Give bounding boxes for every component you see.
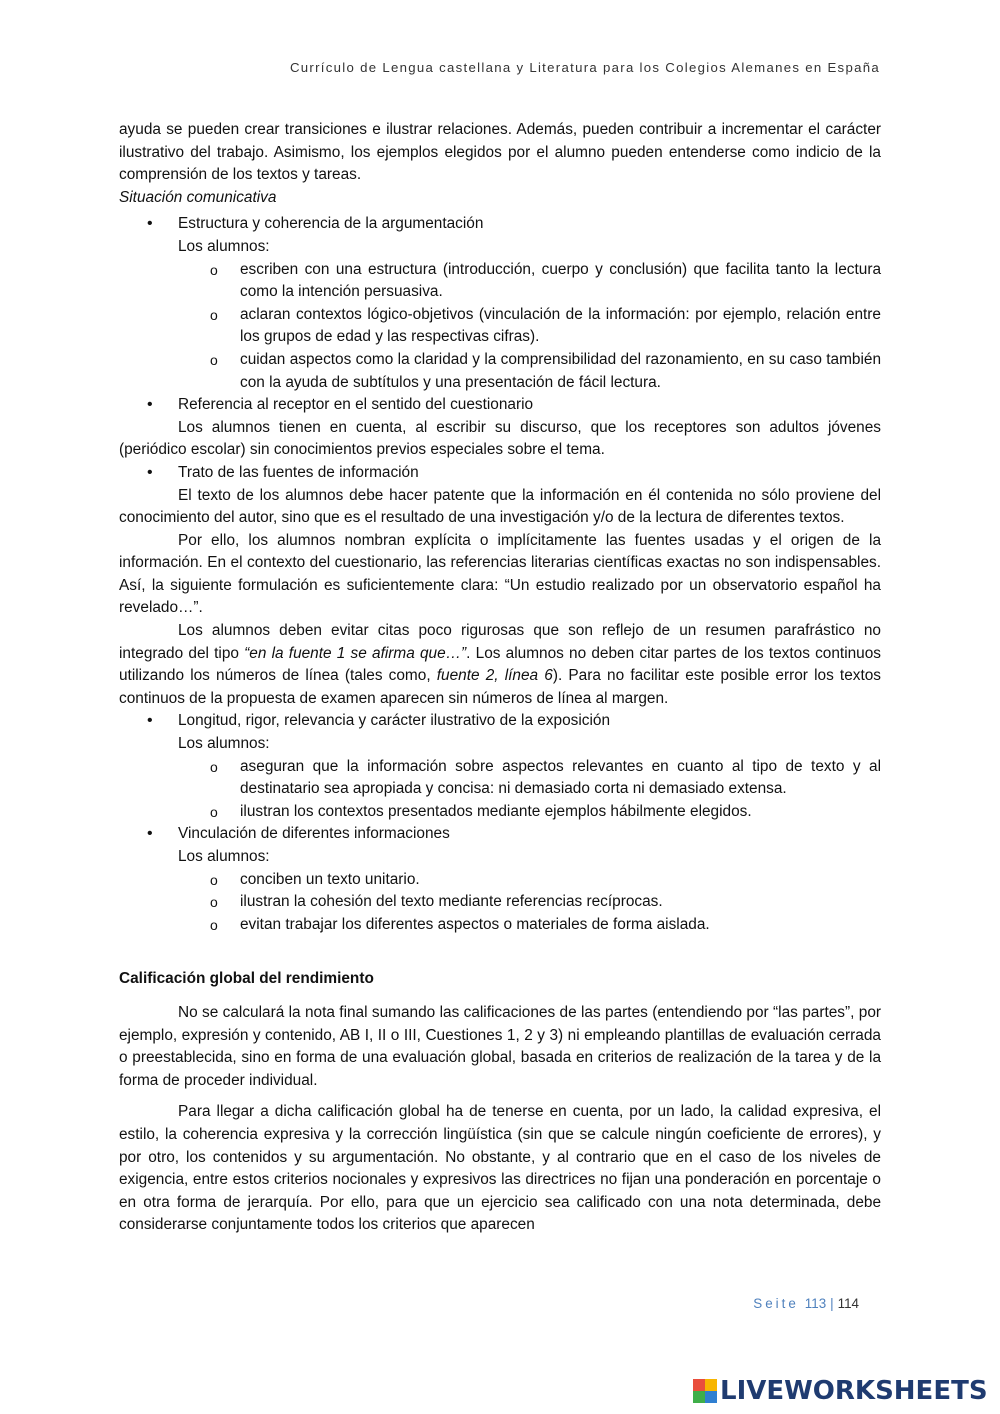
bullet-icon: •	[147, 396, 153, 414]
current-page: 113	[804, 1296, 827, 1311]
sub-item-text: escriben con una estructura (introducción, cuerpo y conclusión) que facilita tanto la lectura como la intención persuasiva.	[240, 260, 881, 301]
criteria-list	[119, 213, 881, 416]
document-body	[119, 119, 881, 1237]
list-item	[210, 869, 881, 892]
section-title: Trato de las fuentes de información	[178, 463, 419, 481]
sub-item-text: conciben un texto unitario.	[240, 870, 420, 888]
section-lead: Los alumnos:	[178, 237, 270, 255]
logo-square	[693, 1379, 705, 1391]
criteria-list	[119, 710, 881, 936]
criteria-list	[119, 462, 881, 485]
sub-item-text: aclaran contextos lógico-objetivos (vinculación de la información: por ejemplo, relación entre los grupos de edad y las respectivas cifras).	[240, 305, 881, 346]
fuentes-paragraph-2: Por ello, los alumnos nombran explícita o implícitamente las fuentes usadas y el origen de la información. En el contexto del cuestionario, las referencias literarias científicas exactas no son indispensables. Así, la siguiente formulación es suficientemente clara: “Un estudio realizado por un observatorio español ha revelado…”.	[119, 531, 881, 617]
logo-square	[705, 1391, 717, 1403]
section-title: Referencia al receptor en el sentido del cuestionario	[178, 396, 534, 414]
sub-list	[178, 756, 881, 824]
section-title: Vinculación de diferentes informaciones	[178, 825, 450, 843]
page-header: Currículo de Lengua castellana y Literatura para los Colegios Alemanes en España	[289, 60, 880, 75]
section-lead: Los alumnos:	[178, 735, 270, 753]
bullet-icon: •	[147, 215, 153, 233]
total-pages: 114	[837, 1296, 859, 1311]
section-title: Longitud, rigor, relevancia y carácter ilustrativo de la exposición	[178, 712, 611, 730]
list-item	[210, 259, 881, 304]
receptor-paragraph: Los alumnos tienen en cuenta, al escribir su discurso, que los receptores son adultos jóvenes (periódico escolar) sin conocimientos previos especiales sobre el tema.	[119, 418, 881, 459]
circle-bullet-icon: o	[210, 261, 218, 278]
circle-bullet-icon: o	[210, 916, 218, 933]
section-title: Estructura y coherencia de la argumentación	[178, 215, 484, 233]
list-item	[210, 801, 881, 824]
seite-label: Seite	[753, 1296, 799, 1311]
section-heading: Calificación global del rendimiento	[119, 970, 374, 988]
circle-bullet-icon: o	[210, 803, 218, 820]
text-span: ). Para no facilitar este posible error los textos continuos de la propuesta de examen aparecen sin números de línea al margen.	[119, 667, 881, 707]
intro-paragraph: ayuda se pueden crear transiciones e ilustrar relaciones. Además, pueden contribuir a incrementar el carácter ilustrativo del trabajo. Asimismo, los ejemplos elegidos por el alumno pueden entenderse como indicio de la comprensión de los textos y tareas.	[119, 121, 881, 184]
italic-quote: “en la fuente 1 se afirma que…”	[244, 644, 467, 662]
bullet-icon: •	[147, 463, 153, 481]
circle-bullet-icon: o	[210, 894, 218, 911]
calificacion-paragraph-1: No se calculará la nota final sumando las calificaciones de las partes (entendiendo por “las partes”, por ejemplo, expresión y contenido, AB I, II o III, Cuestiones 1, 2 y 3) ni empleando plantillas de evaluación cerrada o preestablecida, sino en forma de una evaluación global, basada en criterios de realización de la tarea y de la forma de proceder individual.	[119, 1003, 881, 1089]
list-item	[210, 914, 881, 937]
sub-list	[178, 869, 881, 937]
list-item	[119, 213, 881, 394]
text-span: Los alumnos deben evitar citas poco rigurosas que son reflejo de un resumen parafrástico no integrado del tipo	[119, 622, 881, 662]
bullet-icon: •	[147, 825, 153, 843]
fuentes-paragraph-1: El texto de los alumnos debe hacer patente que la información en él contenida no sólo proviene del conocimiento del autor, sino que es el resultado de una investigación y/o de la lectura de diferentes textos.	[119, 486, 881, 527]
situacion-label: Situación comunicativa	[119, 188, 277, 206]
logo-text: LIVEWORKSHEETS	[720, 1376, 988, 1406]
list-item	[210, 349, 881, 394]
text-span: . Los alumnos no deben citar partes de los textos continuos utilizando los números de línea (tales como,	[119, 644, 881, 685]
sub-item-text: ilustran la cohesión del texto mediante referencias recíprocas.	[240, 893, 663, 911]
sub-item-text: evitan trabajar los diferentes aspectos o materiales de forma aislada.	[240, 915, 710, 933]
logo-square	[693, 1391, 705, 1403]
page-separator: |	[830, 1296, 834, 1311]
italic-example: fuente 2, línea 6	[436, 667, 553, 685]
list-item	[210, 304, 881, 349]
list-item	[210, 756, 881, 801]
logo-square	[705, 1379, 717, 1391]
logo-mark-icon	[693, 1379, 717, 1403]
fuentes-paragraph-3	[119, 620, 881, 710]
sub-list	[178, 259, 881, 395]
section-lead: Los alumnos:	[178, 848, 270, 865]
list-item	[119, 394, 881, 417]
list-item	[119, 823, 881, 936]
circle-bullet-icon: o	[210, 758, 218, 775]
liveworksheets-logo	[693, 1378, 988, 1404]
list-item	[119, 710, 881, 823]
circle-bullet-icon: o	[210, 351, 218, 368]
bullet-icon: •	[147, 712, 153, 730]
sub-item-text: ilustran los contextos presentados mediante ejemplos hábilmente elegidos.	[240, 802, 752, 820]
sub-item-text: cuidan aspectos como la claridad y la comprensibilidad del razonamiento, en su caso también con la ayuda de subtítulos y una presentación de fácil lectura.	[240, 350, 881, 391]
calificacion-paragraph-2: Para llegar a dicha calificación global ha de tenerse en cuenta, por un lado, la calidad expresiva, el estilo, la coherencia expresiva y la corrección lingüística (sin que se calcule ningún coeficiente de errores), y por otro, los contenidos y su argumentación. No obstante, y al contrario que en el caso de los niveles de exigencia, entre estos criterios nocionales y expresivos las directrices no fijan una ponderación en porcentaje o en otra forma de jerarquía. Por ello, para que un ejercicio sea calificado con una nota determinada, debe considerarse conjuntamente todos los criterios que aparecen	[119, 1103, 881, 1234]
sub-item-text: aseguran que la información sobre aspectos relevantes en cuanto al tipo de texto y al destinatario sea apropiada y concisa: ni demasiado corta ni demasiado extensa.	[240, 757, 881, 798]
list-item	[210, 891, 881, 914]
circle-bullet-icon: o	[210, 306, 218, 323]
page-number-footer	[753, 1296, 859, 1311]
circle-bullet-icon: o	[210, 871, 218, 888]
list-item	[119, 462, 881, 485]
